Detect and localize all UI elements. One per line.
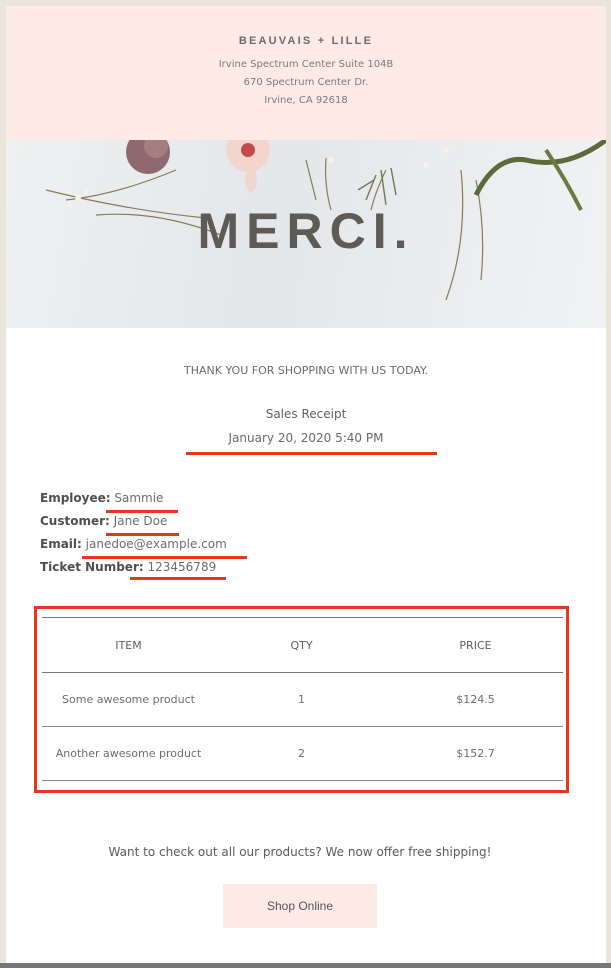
hero-banner bbox=[6, 140, 606, 328]
receipt-datetime: January 20, 2020 5:40 PM bbox=[228, 431, 384, 445]
customer-row bbox=[40, 510, 227, 533]
employee-label: Employee: bbox=[40, 491, 111, 505]
email-header bbox=[6, 6, 606, 140]
employee-row bbox=[40, 487, 227, 510]
shop-online-button[interactable]: Shop Online bbox=[223, 884, 377, 928]
brand-name: BEAUVAIS + LILLE bbox=[238, 35, 374, 47]
ticket-label: Ticket Number: bbox=[40, 560, 144, 574]
ticket-underline bbox=[130, 577, 226, 580]
item-qty: 2 bbox=[215, 727, 388, 781]
table-row bbox=[42, 727, 563, 781]
employee-value: Sammie bbox=[114, 491, 164, 505]
address-line-1: Irvine Spectrum Center Suite 104B bbox=[218, 59, 394, 70]
email-underline bbox=[82, 556, 247, 559]
thank-you-message: THANK YOU FOR SHOPPING WITH US TODAY. bbox=[183, 364, 429, 377]
ticket-value: 123456789 bbox=[147, 560, 217, 574]
email-row bbox=[40, 533, 227, 556]
column-header-price: PRICE bbox=[388, 618, 563, 673]
customer-value: Jane Doe bbox=[113, 514, 168, 528]
receipt-title: Sales Receipt bbox=[265, 407, 347, 421]
column-header-item: ITEM bbox=[42, 618, 215, 673]
item-name: Another awesome product bbox=[42, 727, 215, 781]
shipping-promo-text: Want to check out all our products? We now offer free shipping! bbox=[108, 845, 492, 859]
datetime-underline bbox=[186, 452, 437, 455]
address-line-3: Irvine, CA 92618 bbox=[264, 95, 348, 106]
table-row bbox=[42, 673, 563, 727]
hero-title: MERCI. bbox=[197, 203, 415, 259]
item-qty: 1 bbox=[215, 673, 388, 727]
email-label: Email: bbox=[40, 537, 82, 551]
table-header-row bbox=[42, 618, 563, 673]
item-price: $124.5 bbox=[388, 673, 563, 727]
footer-bar bbox=[0, 963, 611, 968]
items-table-highlight bbox=[34, 606, 569, 793]
ticket-row bbox=[40, 556, 227, 579]
customer-underline bbox=[106, 533, 179, 536]
customer-label: Customer: bbox=[40, 514, 110, 528]
item-price: $152.7 bbox=[388, 727, 563, 781]
items-table bbox=[42, 617, 563, 781]
email-link[interactable]: janedoe@example.com bbox=[85, 537, 227, 551]
item-name: Some awesome product bbox=[42, 673, 215, 727]
address-line-2: 670 Spectrum Center Dr. bbox=[243, 77, 369, 88]
column-header-qty: QTY bbox=[215, 618, 388, 673]
employee-underline bbox=[106, 510, 178, 513]
